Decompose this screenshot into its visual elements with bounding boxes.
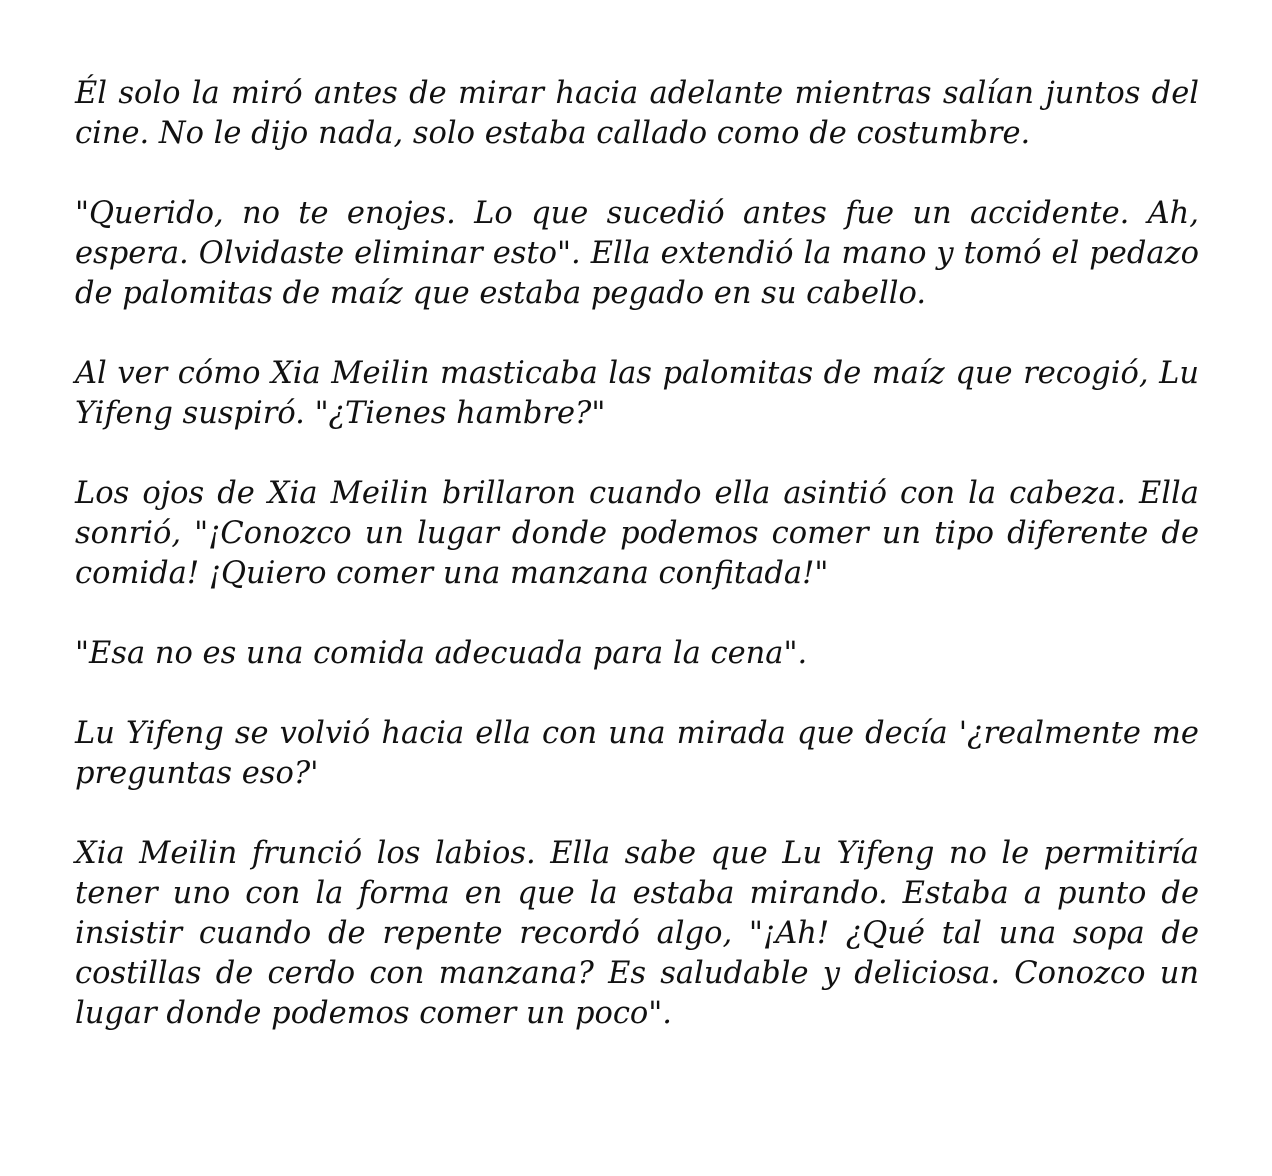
paragraph: "Esa no es una comida adecuada para la cena".: [75, 636, 808, 671]
paragraph: Él solo la miró antes de mirar hacia adelante mientras salían juntos del cine. No le dijo nada, solo estaba callado como de costumbre.: [75, 76, 1199, 151]
paragraph: Xia Meilin frunció los labios. Ella sabe que Lu Yifeng no le permitiría tener uno con la forma en que la estaba mirando. Estaba a punto de insistir cuando de repente recordó algo, "¡Ah! ¿Qué tal una sopa de costillas de cerdo con manzana? Es saludable y deliciosa. Conozco un lugar donde podemos comer un poco".: [75, 836, 1199, 1031]
paragraph: "Querido, no te enojes. Lo que sucedió antes fue un accidente. Ah, espera. Olvidaste eliminar esto". Ella extendió la mano y tomó el pedazo de palomitas de maíz que estaba pegado en su cabello.: [75, 196, 1199, 311]
paragraph: Al ver cómo Xia Meilin masticaba las palomitas de maíz que recogió, Lu Yifeng suspiró. "¿Tienes hambre?": [75, 356, 1199, 431]
document-body: [75, 74, 1199, 1034]
paragraph: Lu Yifeng se volvió hacia ella con una mirada que decía '¿realmente me preguntas eso?': [75, 716, 1199, 791]
paragraph: Los ojos de Xia Meilin brillaron cuando ella asintió con la cabeza. Ella sonrió, "¡Conozco un lugar donde podemos comer un tipo diferente de comida! ¡Quiero comer una manzana confitada!": [75, 476, 1199, 591]
